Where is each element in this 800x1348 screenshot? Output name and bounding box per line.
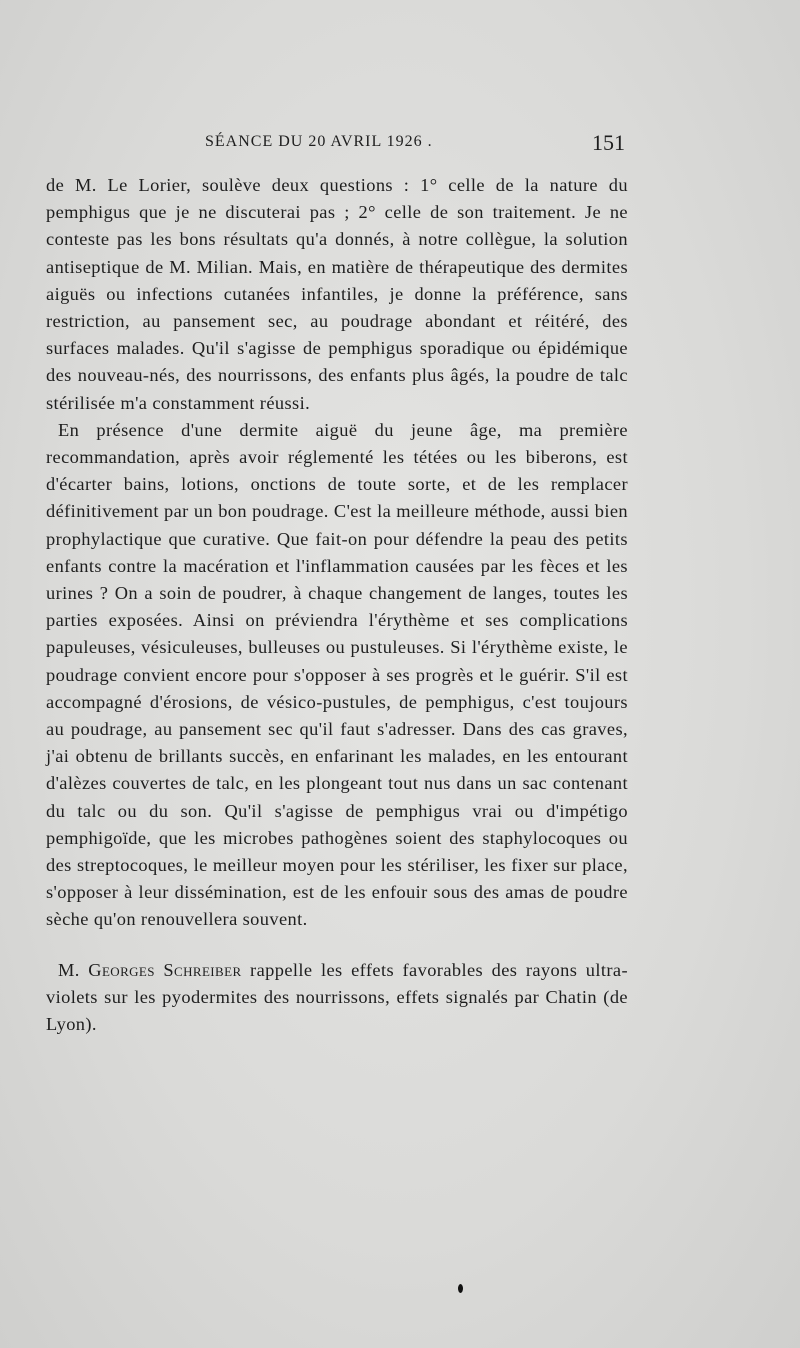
running-header [205,130,625,159]
body-text [46,172,628,1038]
ink-speck [458,1284,463,1293]
paragraph-2: En présence d'une dermite aiguë du jeune âge, ma première recommandation, après avoir réglementé les tétées ou les biberons, est d'écarter bains, lotions, onctions de toute sorte, et de les remplacer définitivement par un bon poudrage. C'est la meilleure méthode, aussi bien prophylactique que curative. Que fait-on pour défendre la peau des petits enfants contre la macération et l'inflammation causées par les fèces et les urines ? On a soin de poudrer, à chaque changement de langes, toutes les parties exposées. Ainsi on préviendra l'érythème et ses complications papuleuses, vésiculeuses, bulleuses ou pustuleuses. Si l'érythème existe, le poudrage convient encore pour s'opposer à ses progrès et le guérir. S'il est accompagné d'érosions, de vésico-pustules, de pemphigus, c'est toujours au poudrage, au pansement sec qu'il faut s'adresser. Dans des cas graves, j'ai obtenu de brillants succès, en enfarinant les malades, en les entourant d'alèzes couvertes de talc, en les plongeant tout nus dans un sac contenant du talc ou du son. Qu'il s'agisse de pemphigus vrai ou d'impétigo pemphigoïde, que les microbes pathogènes soient des staphylocoques ou des streptocoques, le meilleur moyen pour les stériliser, les fixer sur place, s'opposer à leur dissémination, est de les enfouir sous des amas de poudre sèche qu'on renouvellera souvent. [46,419,628,930]
running-title: SÉANCE DU 20 AVRIL 1926 . [205,133,433,150]
speaker-name: M. Georges Schreiber [58,959,242,980]
page-number: 151 [592,130,625,155]
paragraph-1: de M. Le Lorier, soulève deux questions : 1° celle de la nature du pemphigus que je ne discuterai pas ; 2° celle de son traitement. Je ne conteste pas les bons résultats qu'a donnés, à notre collègue, la solution antiseptique de M. Milian. Mais, en matière de thérapeutique des dermites aiguës ou infections cutanées infantiles, je donne la préférence, sans restriction, au pansement sec, au poudrage abondant et réitéré, des surfaces malades. Qu'il s'agisse de pemphigus sporadique ou épidémique des nouveau-nés, des nourrissons, des enfants plus âgés, la poudre de talc stérilisée m'a constamment réussi. [46,175,628,413]
paragraph-3-text: rappelle les effets favorables des rayons ultra-violets sur les pyodermites des nourrissons, effets signalés par Chatin (de Lyon). [46,959,629,1035]
paragraph-3 [46,957,628,1039]
